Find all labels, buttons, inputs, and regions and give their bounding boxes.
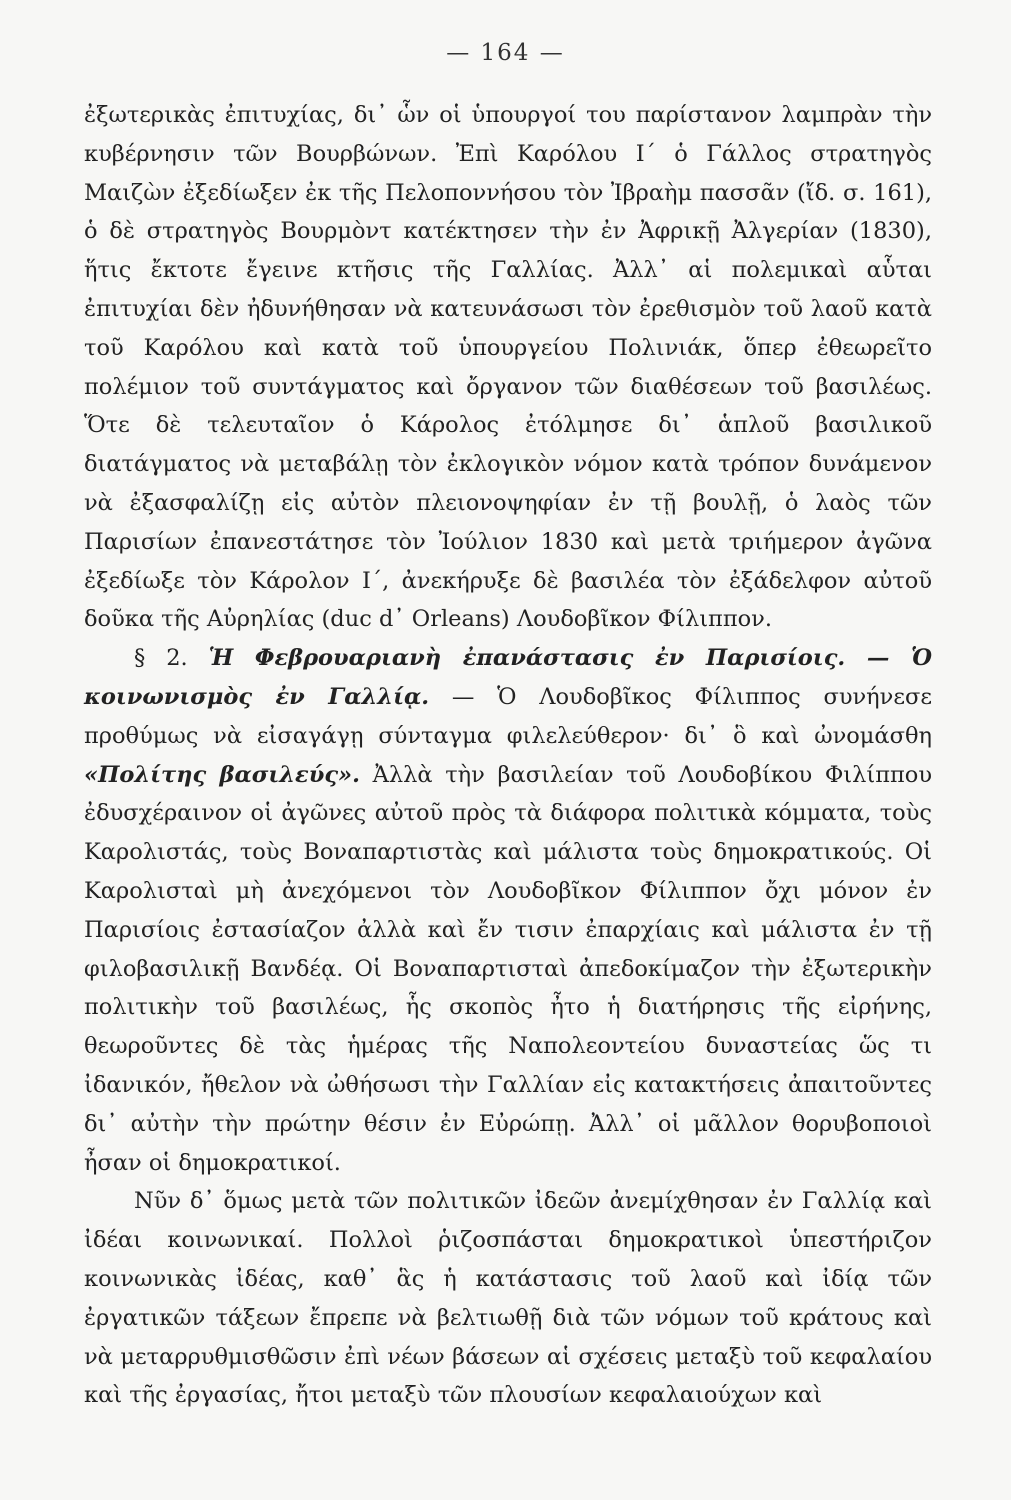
page-number: — 164 — [446, 40, 565, 66]
citizen-king-phrase: «Πολίτης βασιλεύς». [84, 761, 360, 788]
paragraph-1: ἐξωτερικὰς ἐπιτυχίας, δι᾽ ὧν οἱ ὑπουργοί του παρίστανον λαμπρὰν τὴν κυβέρνησιν τῶν Βουρβώνων. Ἐπὶ Καρόλου Ι΄ ὁ Γάλλος στρατηγὸς Μαιζὼν ἐξεδίωξεν ἐκ τῆς Πελοποννήσου τὸν Ἰβραὴμ πασσᾶν (ἴδ. σ. 161), ὁ δὲ στρατηγὸς Βουρμὸντ κατέκτησεν τὴν ἐν Ἀφρικῇ Ἀλγερίαν (1830), ἥτις ἔκτοτε ἔγεινε κτῆσις τῆς Γαλλίας. Ἀλλ᾽ αἱ πολεμικαὶ αὗται ἐπιτυχίαι δὲν ἠδυνήθησαν νὰ κατευνάσωσι τὸν ἐρεθισμὸν τοῦ λαοῦ κατὰ τοῦ Καρόλου καὶ κατὰ τοῦ ὑπουργείου Πολινιάκ, ὅπερ ἐθεωρεῖτο πολέμιον τοῦ συντάγματος καὶ ὄργανον τῶν διαθέσεων τοῦ βασιλέως. Ὅτε δὲ τελευταῖον ὁ Κάρολος ἐτόλμησε δι᾽ ἁπλοῦ βασιλικοῦ διατάγματος νὰ μεταβάλῃ τὸν ἐκλογικὸν νόμον κατὰ τρόπον δυνάμενον νὰ ἐξασφαλίζῃ εἰς αὐτὸν πλειονοψηφίαν ἐν τῇ βουλῇ, ὁ λαὸς τῶν Παρισίων ἐπανεστάτησε τὸν Ἰούλιον 1830 καὶ μετὰ τριήμερον ἀγῶνα ἐξεδίωξε τὸν Κάρολον Ι΄, ἀνεκήρυξε δὲ βασιλέα τὸν ἐξάδελφον αὐτοῦ δοῦκα τῆς Αὐρηλίας (duc d᾽ Orleans) Λουδοβῖκον Φίλιππον. [84, 102, 932, 633]
paragraph-2-text-a: — Ὁ Λουδοβῖκος Φίλιππος συνήνεσε προθύμως νὰ εἰσαγάγῃ σύνταγμα φιλελεύθερον· δι᾽ ὃ καὶ ὠνομάσθη [84, 683, 933, 749]
paragraph-2 [84, 639, 932, 1182]
paragraph-2-text-b: Ἀλλὰ τὴν βασιλείαν τοῦ Λουδοβίκου Φιλίππου ἐδυσχέραινον οἱ ἀγῶνες αὐτοῦ πρὸς τὰ διάφορα πολιτικὰ κόμματα, τοὺς Καρολιστάς, τοὺς Βοναπαρτιστὰς καὶ μάλιστα τοὺς δημοκρατικούς. Οἱ Καρολισταὶ μὴ ἀνεχόμενοι τὸν Λουδοβῖκον Φίλιππον ὄχι μόνον ἐν Παρισίοις ἐστασίαζον ἀλλὰ καὶ ἔν τισιν ἐπαρχίαις καὶ μάλιστα ἐν τῇ φιλοβασιλικῇ Βανδέᾳ. Οἱ Βοναπαρτισταὶ ἀπεδοκίμαζον τὴν ἐξωτερικὴν πολιτικὴν τοῦ βασιλέως, ἧς σκοπὸς ἦτο ἡ διατήρησις τῆς εἰρήνης, θεωροῦντες δὲ τὰς ἡμέρας τῆς Ναπολεοντείου δυναστείας ὥς τι ἰδανικόν, ἤθελον νὰ ὠθήσωσι τὴν Γαλλίαν εἰς κατακτήσεις ἀπαιτοῦντες δι᾽ αὐτὴν τὴν πρώτην θέσιν ἐν Εὐρώπῃ. Ἀλλ᾽ οἱ μᾶλλον θορυβοποιοὶ ἦσαν οἱ δημοκρατικοί. [84, 761, 932, 1176]
body-text [84, 96, 932, 1415]
section-heading: Ἡ Φεβρουαριανὴ ἐπανάστασις ἐν Παρισίοις. — Ὁ κοινωνισμὸς ἐν Γαλλίᾳ. [84, 645, 933, 710]
section-mark: § 2. [134, 645, 188, 672]
paragraph-3: Νῦν δ᾽ ὅμως μετὰ τῶν πολιτικῶν ἰδεῶν ἀνεμίχθησαν ἐν Γαλλίᾳ καὶ ἰδέαι κοινωνικαί. Πολλοὶ ῥιζοσπάσται δημοκρατικοὶ ὑπεστήριζον κοινωνικὰς ἰδέας, καθ᾽ ἃς ἡ κατάστασις τοῦ λαοῦ καὶ ἰδίᾳ τῶν ἐργατικῶν τάξεων ἔπρεπε νὰ βελτιωθῇ διὰ τῶν νόμων τοῦ κράτους καὶ νὰ μεταρρυθμισθῶσιν ἐπὶ νέων βάσεων αἱ σχέσεις μεταξὺ τοῦ κεφαλαίου καὶ τῆς ἐργασίας, ἤτοι μεταξὺ τῶν πλουσίων κεφαλαιούχων καὶ [84, 1188, 932, 1409]
